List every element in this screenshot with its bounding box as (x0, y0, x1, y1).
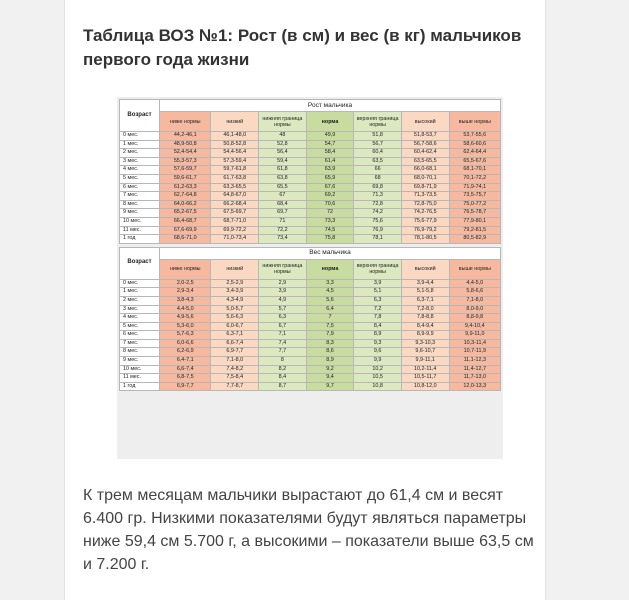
value-cell: 61,2-63,3 (160, 183, 211, 192)
value-cell: 60,4-62,4 (401, 149, 449, 158)
col-upper-bound: верхняя граница нормы (354, 259, 402, 279)
value-cell: 73,4 (259, 235, 307, 244)
value-cell: 52,8 (259, 140, 307, 149)
value-cell: 8,9 (354, 331, 402, 340)
value-cell: 8,2 (259, 365, 307, 374)
value-cell: 64,0-66,2 (160, 200, 211, 209)
value-cell: 61,4 (306, 157, 354, 166)
value-cell: 8,4 (354, 322, 402, 331)
value-cell: 70,1-72,2 (449, 174, 500, 183)
age-header: Возраст (120, 100, 160, 132)
value-cell: 71,9-74,1 (449, 183, 500, 192)
age-cell: 7 мес. (120, 339, 160, 348)
value-cell: 4,4-5,0 (449, 279, 500, 288)
value-cell: 11,1-12,3 (449, 357, 500, 366)
value-cell: 50,8-52,8 (211, 140, 259, 149)
value-cell: 69,8-71,9 (401, 183, 449, 192)
value-cell: 66,0-68,1 (401, 166, 449, 175)
value-cell: 7,1 (259, 331, 307, 340)
age-cell: 1 год (120, 382, 160, 391)
value-cell: 9,2 (306, 365, 354, 374)
value-cell: 3,9 (259, 288, 307, 297)
age-cell: 8 мес. (120, 200, 160, 209)
value-cell: 9,3 (354, 339, 402, 348)
table-row (120, 157, 501, 166)
value-cell: 54,7 (306, 140, 354, 149)
value-cell: 63,5 (354, 157, 402, 166)
value-cell: 57,3-59,4 (211, 157, 259, 166)
age-cell: 2 мес. (120, 149, 160, 158)
value-cell: 74,2-76,5 (401, 209, 449, 218)
table-row (120, 305, 501, 314)
value-cell: 60,4 (354, 149, 402, 158)
weight-section-title: Вес мальчика (160, 247, 501, 259)
col-low: низкий (211, 112, 259, 132)
value-cell: 64,8-67,0 (211, 192, 259, 201)
value-cell: 76,5-78,7 (449, 209, 500, 218)
value-cell: 56,7-58,6 (401, 140, 449, 149)
value-cell: 10,5 (354, 374, 402, 383)
value-cell: 68,0-70,1 (401, 174, 449, 183)
value-cell: 9,4 (306, 374, 354, 383)
value-cell: 7,9 (306, 331, 354, 340)
value-cell: 67,6-69,9 (160, 226, 211, 235)
value-cell: 5,1 (354, 288, 402, 297)
value-cell: 9,3-10,3 (401, 339, 449, 348)
value-cell: 6,2-6,9 (160, 348, 211, 357)
table-row (120, 374, 501, 383)
table-row (120, 235, 501, 244)
value-cell: 49,9 (306, 132, 354, 141)
col-lower-bound: нижняя граница нормы (259, 259, 307, 279)
value-cell: 10,8-12,0 (401, 382, 449, 391)
table-row (120, 209, 501, 218)
value-cell: 67,6 (306, 183, 354, 192)
col-low: низкий (211, 259, 259, 279)
table-row (120, 288, 501, 297)
value-cell: 74,2 (354, 209, 402, 218)
table-row (120, 348, 501, 357)
value-cell: 6,3-7,1 (211, 331, 259, 340)
value-cell: 71,3 (354, 192, 402, 201)
value-cell: 9,4-10,4 (449, 322, 500, 331)
value-cell: 2,9 (259, 279, 307, 288)
age-cell: 3 мес. (120, 157, 160, 166)
value-cell: 8,4-9,4 (401, 322, 449, 331)
col-above-norm: выше нормы (449, 259, 500, 279)
value-cell: 58,6-60,6 (449, 140, 500, 149)
value-cell: 5,6-6,3 (211, 314, 259, 323)
value-cell: 7,2-8,0 (401, 305, 449, 314)
value-cell: 59,7-61,8 (211, 166, 259, 175)
age-cell: 1 мес. (120, 288, 160, 297)
value-cell: 66,4-68,7 (160, 217, 211, 226)
value-cell: 7,5-8,4 (211, 374, 259, 383)
value-cell: 58,4 (306, 149, 354, 158)
value-cell: 5,7 (259, 305, 307, 314)
value-cell: 62,4-64,4 (449, 149, 500, 158)
value-cell: 71,3-73,5 (401, 192, 449, 201)
col-high: высокий (401, 259, 449, 279)
value-cell: 6,6-7,4 (160, 365, 211, 374)
value-cell: 8,7 (259, 382, 307, 391)
value-cell: 44,2-46,1 (160, 132, 211, 141)
value-cell: 7 (306, 314, 354, 323)
age-cell: 6 мес. (120, 331, 160, 340)
value-cell: 73,3 (306, 217, 354, 226)
value-cell: 75,6-77,9 (401, 217, 449, 226)
value-cell: 66,2-68,4 (211, 200, 259, 209)
value-cell: 6,4-7,1 (160, 357, 211, 366)
value-cell: 71 (259, 217, 307, 226)
table-row (120, 331, 501, 340)
age-cell: 8 мес. (120, 348, 160, 357)
table-row (120, 357, 501, 366)
value-cell: 51,8-53,7 (401, 132, 449, 141)
value-cell: 70,6 (306, 200, 354, 209)
col-norm: норма (306, 259, 354, 279)
value-cell: 5,7-6,3 (160, 331, 211, 340)
value-cell: 69,7 (259, 209, 307, 218)
value-cell: 75,6 (354, 217, 402, 226)
col-above-norm: выше нормы (449, 112, 500, 132)
value-cell: 5,0-5,7 (211, 305, 259, 314)
value-cell: 52,4-54,4 (160, 149, 211, 158)
col-upper-bound: верхняя граница нормы (354, 112, 402, 132)
value-cell: 6,3-7,1 (401, 296, 449, 305)
value-cell: 6,4 (306, 305, 354, 314)
value-cell: 51,8 (354, 132, 402, 141)
value-cell: 59,6-61,7 (160, 174, 211, 183)
value-cell: 9,7 (306, 382, 354, 391)
value-cell: 67 (259, 192, 307, 201)
age-cell: 10 мес. (120, 365, 160, 374)
value-cell: 7,7 (259, 348, 307, 357)
value-cell: 4,3-4,9 (211, 296, 259, 305)
value-cell: 6,0-6,6 (160, 339, 211, 348)
height-section-title: Рост мальчика (160, 100, 501, 112)
value-cell: 10,2-11,4 (401, 365, 449, 374)
value-cell: 10,8 (354, 382, 402, 391)
value-cell: 8,9 (306, 357, 354, 366)
value-cell: 9,9-11,1 (401, 357, 449, 366)
height-section (120, 100, 501, 244)
value-cell: 68,7-71,0 (211, 217, 259, 226)
value-cell: 4,5 (306, 288, 354, 297)
value-cell: 69,8 (354, 183, 402, 192)
table-row (120, 132, 501, 141)
value-cell: 73,5-75,7 (449, 192, 500, 201)
value-cell: 8,9-9,9 (401, 331, 449, 340)
value-cell: 63,5-65,5 (401, 157, 449, 166)
value-cell: 48,9-50,8 (160, 140, 211, 149)
value-cell: 63,3-65,5 (211, 183, 259, 192)
value-cell: 7,2 (354, 305, 402, 314)
table-row (120, 226, 501, 235)
value-cell: 6,9-7,7 (211, 348, 259, 357)
age-cell: 11 мес. (120, 226, 160, 235)
age-cell: 6 мес. (120, 183, 160, 192)
value-cell: 6,0-6,7 (211, 322, 259, 331)
value-cell: 68,6-71,0 (160, 235, 211, 244)
table-row (120, 174, 501, 183)
value-cell: 72 (306, 209, 354, 218)
value-cell: 61,7-63,8 (211, 174, 259, 183)
age-cell: 4 мес. (120, 166, 160, 175)
age-cell: 7 мес. (120, 192, 160, 201)
col-lower-bound: нижняя граница нормы (259, 112, 307, 132)
value-cell: 8,8-9,8 (449, 314, 500, 323)
value-cell: 72,8 (354, 200, 402, 209)
age-cell: 1 год (120, 235, 160, 244)
table-row (120, 314, 501, 323)
age-cell: 0 мес. (120, 279, 160, 288)
value-cell: 75,0-77,2 (449, 200, 500, 209)
age-cell: 4 мес. (120, 314, 160, 323)
value-cell: 6,3 (259, 314, 307, 323)
value-cell: 5,6 (306, 296, 354, 305)
value-cell: 8,3 (306, 339, 354, 348)
value-cell: 48 (259, 132, 307, 141)
table-heading: Таблица ВОЗ №1: Рост (в см) и вес (в кг) мальчиков первого года жизни (83, 26, 522, 69)
value-cell: 3,9 (354, 279, 402, 288)
value-cell: 59,4 (259, 157, 307, 166)
value-cell: 65,2-67,5 (160, 209, 211, 218)
value-cell: 2,0-2,5 (160, 279, 211, 288)
value-cell: 67,5-69,7 (211, 209, 259, 218)
value-cell: 10,7-11,9 (449, 348, 500, 357)
value-cell: 69,9-72,2 (211, 226, 259, 235)
value-cell: 68,1-70,1 (449, 166, 500, 175)
value-cell: 6,3 (354, 296, 402, 305)
age-header: Возраст (120, 247, 160, 279)
value-cell: 53,7-55,6 (449, 132, 500, 141)
value-cell: 74,5 (306, 226, 354, 235)
value-cell: 4,4-5,0 (160, 305, 211, 314)
value-cell: 7,7-8,7 (211, 382, 259, 391)
value-cell: 5,8-6,6 (449, 288, 500, 297)
table-row (120, 382, 501, 391)
value-cell: 7,1-8,0 (211, 357, 259, 366)
table-row (120, 149, 501, 158)
table-row (120, 200, 501, 209)
weight-section (120, 247, 501, 391)
value-cell: 46,1-48,0 (211, 132, 259, 141)
value-cell: 68,4 (259, 200, 307, 209)
table-row (120, 140, 501, 149)
age-cell: 5 мес. (120, 174, 160, 183)
value-cell: 78,1 (354, 235, 402, 244)
table-row (120, 322, 501, 331)
table-row (120, 166, 501, 175)
table-row (120, 192, 501, 201)
value-cell: 71,0-73,4 (211, 235, 259, 244)
value-cell: 65,5 (259, 183, 307, 192)
value-cell: 3,8-4,3 (160, 296, 211, 305)
value-cell: 4,9-5,6 (160, 314, 211, 323)
value-cell: 7,8 (354, 314, 402, 323)
age-cell: 11 мес. (120, 374, 160, 383)
who-growth-table (119, 99, 501, 391)
value-cell: 62,7-64,8 (160, 192, 211, 201)
value-cell: 79,2-81,5 (449, 226, 500, 235)
value-cell: 9,6-10,7 (401, 348, 449, 357)
value-cell: 54,4-56,4 (211, 149, 259, 158)
col-below-norm: ниже нормы (160, 112, 211, 132)
value-cell: 57,6-59,7 (160, 166, 211, 175)
age-cell: 0 мес. (120, 132, 160, 141)
value-cell: 9,6 (354, 348, 402, 357)
value-cell: 61,8 (259, 166, 307, 175)
value-cell: 56,7 (354, 140, 402, 149)
summary-paragraph: К трем месяцам мальчики вырастают до 61,4 см и весят 6.400 гр. Низкими показателями будут являться параметры ниже 59,4 см 5.700 г, а высокими – показатели выше 63,5 см и 7.200 г. (83, 487, 534, 573)
value-cell: 77,9-80,1 (449, 217, 500, 226)
value-cell: 69,2 (306, 192, 354, 201)
age-cell: 9 мес. (120, 357, 160, 366)
value-cell: 9,9-11,0 (449, 331, 500, 340)
table-row (120, 279, 501, 288)
col-norm: норма (306, 112, 354, 132)
col-high: высокий (401, 112, 449, 132)
value-cell: 63,9 (306, 166, 354, 175)
value-cell: 8,0-9,0 (449, 305, 500, 314)
table-row (120, 183, 501, 192)
value-cell: 56,4 (259, 149, 307, 158)
value-cell: 55,3-57,3 (160, 157, 211, 166)
value-cell: 7,4-8,2 (211, 365, 259, 374)
age-cell: 10 мес. (120, 217, 160, 226)
value-cell: 2,9-3,4 (160, 288, 211, 297)
value-cell: 76,9-79,2 (401, 226, 449, 235)
value-cell: 10,2 (354, 365, 402, 374)
value-cell: 7,4 (259, 339, 307, 348)
value-cell: 5,1-5,8 (401, 288, 449, 297)
value-cell: 3,4-3,9 (211, 288, 259, 297)
who-growth-table-image (117, 97, 503, 459)
value-cell: 78,1-80,5 (401, 235, 449, 244)
value-cell: 65,9 (306, 174, 354, 183)
value-cell: 72,2 (259, 226, 307, 235)
value-cell: 72,8-75,0 (401, 200, 449, 209)
value-cell: 10,5-11,7 (401, 374, 449, 383)
age-cell: 1 мес. (120, 140, 160, 149)
age-cell: 5 мес. (120, 322, 160, 331)
table-row (120, 296, 501, 305)
value-cell: 6,8-7,5 (160, 374, 211, 383)
value-cell: 6,6-7,4 (211, 339, 259, 348)
value-cell: 8,4 (259, 374, 307, 383)
value-cell: 65,5-67,6 (449, 157, 500, 166)
value-cell: 8 (259, 357, 307, 366)
value-cell: 75,8 (306, 235, 354, 244)
value-cell: 80,5-82,9 (449, 235, 500, 244)
value-cell: 63,8 (259, 174, 307, 183)
age-cell: 9 мес. (120, 209, 160, 218)
value-cell: 76,9 (354, 226, 402, 235)
value-cell: 6,7 (259, 322, 307, 331)
value-cell: 5,3-6,0 (160, 322, 211, 331)
value-cell: 3,9-4,4 (401, 279, 449, 288)
table-row (120, 339, 501, 348)
value-cell: 9,9 (354, 357, 402, 366)
value-cell: 10,3-11,4 (449, 339, 500, 348)
value-cell: 7,1-8,0 (449, 296, 500, 305)
value-cell: 6,9-7,7 (160, 382, 211, 391)
value-cell: 11,4-12,7 (449, 365, 500, 374)
table-row (120, 365, 501, 374)
value-cell: 2,5-2,9 (211, 279, 259, 288)
value-cell: 66 (354, 166, 402, 175)
col-below-norm: ниже нормы (160, 259, 211, 279)
value-cell: 12,0-13,3 (449, 382, 500, 391)
value-cell: 68 (354, 174, 402, 183)
age-cell: 3 мес. (120, 305, 160, 314)
article-content (64, 0, 546, 600)
value-cell: 4,9 (259, 296, 307, 305)
value-cell: 8,6 (306, 348, 354, 357)
age-cell: 2 мес. (120, 296, 160, 305)
value-cell: 3,3 (306, 279, 354, 288)
value-cell: 11,7-13,0 (449, 374, 500, 383)
value-cell: 7,5 (306, 322, 354, 331)
value-cell: 7,8-8,8 (401, 314, 449, 323)
table-row (120, 217, 501, 226)
